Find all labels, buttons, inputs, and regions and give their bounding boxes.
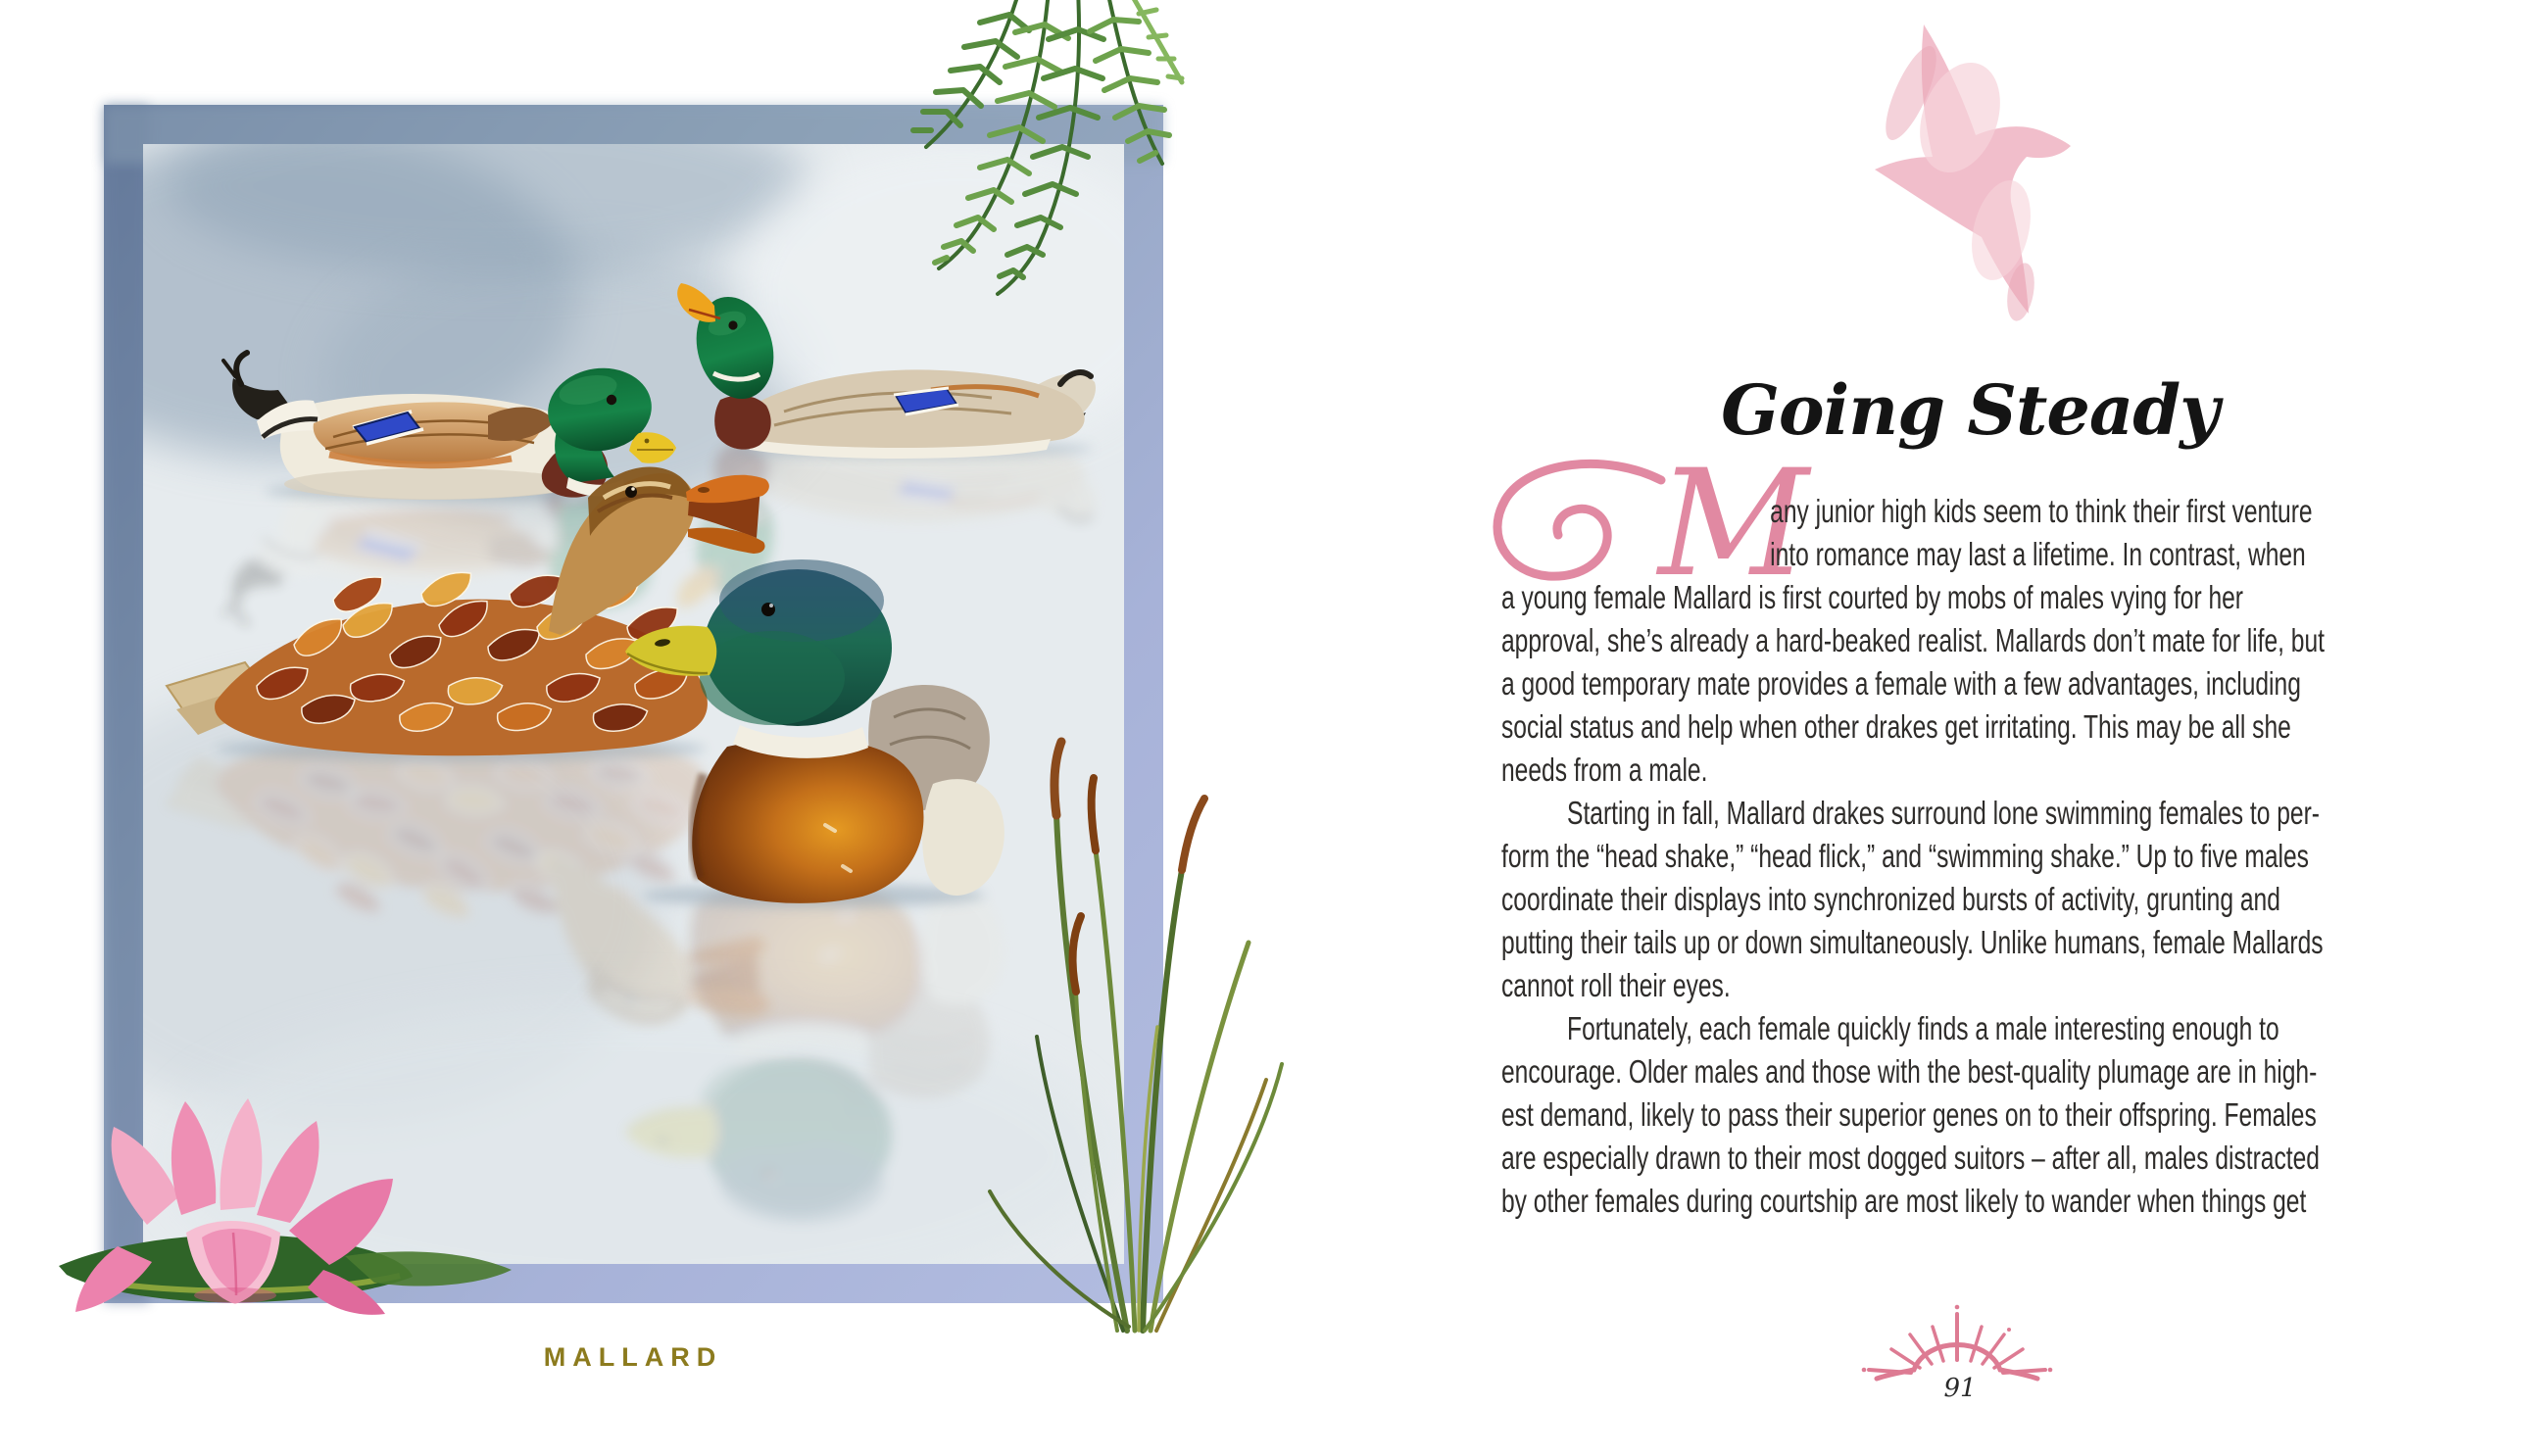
- sunburst-ornament: [1862, 1305, 2053, 1379]
- chapter-title: Going Steady: [1721, 368, 2219, 451]
- body-text-line: putting their tails up or down simultaneously. Unlike humans, female Mallards: [1501, 924, 2324, 960]
- body-text-line: encourage. Older males and those with the best-quality plumage are in high-: [1501, 1053, 2318, 1090]
- flying-duck-silhouette: [1875, 24, 2071, 323]
- body-text-line: into romance may last a lifetime. In contrast, when: [1770, 536, 2306, 572]
- body-text-line: a young female Mallard is first courted by mobs of males vying for her: [1501, 579, 2244, 615]
- body-text-line: cannot roll their eyes.: [1501, 967, 1731, 1003]
- mallard-watercolor-painting: [10, 0, 1282, 1331]
- body-text-line: by other females during courtship are most likely to wander when things get: [1501, 1183, 2307, 1219]
- body-text-line: social status and help when other drakes get irritating. This may be all she: [1501, 708, 2291, 745]
- body-text-line: approval, she’s already a hard-beaked realist. Mallards don’t mate for life, but: [1501, 622, 2325, 658]
- body-text-line: form the “head shake,” “head flick,” and “swimming shake.” Up to five males: [1501, 838, 2309, 874]
- body-text-line: needs from a male.: [1501, 752, 1708, 788]
- species-caption: MALLARD: [543, 1342, 723, 1372]
- body-text-line: are especially drawn to their most dogged suitors – after all, males distracted: [1501, 1140, 2320, 1176]
- body-text-line: Fortunately, each female quickly finds a male interesting enough to: [1567, 1010, 2279, 1046]
- drop-cap-letter: M: [1658, 439, 1809, 609]
- body-text-line: Starting in fall, Mallard drakes surround lone swimming females to per-: [1567, 795, 2320, 831]
- body-text-line: a good temporary mate provides a female with a few advantages, including: [1501, 665, 2301, 702]
- body-text: [1501, 490, 2451, 1223]
- body-text-line: any junior high kids seem to think their first venture: [1770, 493, 2313, 529]
- page-number: 91: [1943, 1374, 1977, 1403]
- body-text-line: coordinate their displays into synchronized bursts of activity, grunting and: [1501, 881, 2280, 917]
- body-text-line: est demand, likely to pass their superior genes on to their offspring. Females: [1501, 1096, 2317, 1133]
